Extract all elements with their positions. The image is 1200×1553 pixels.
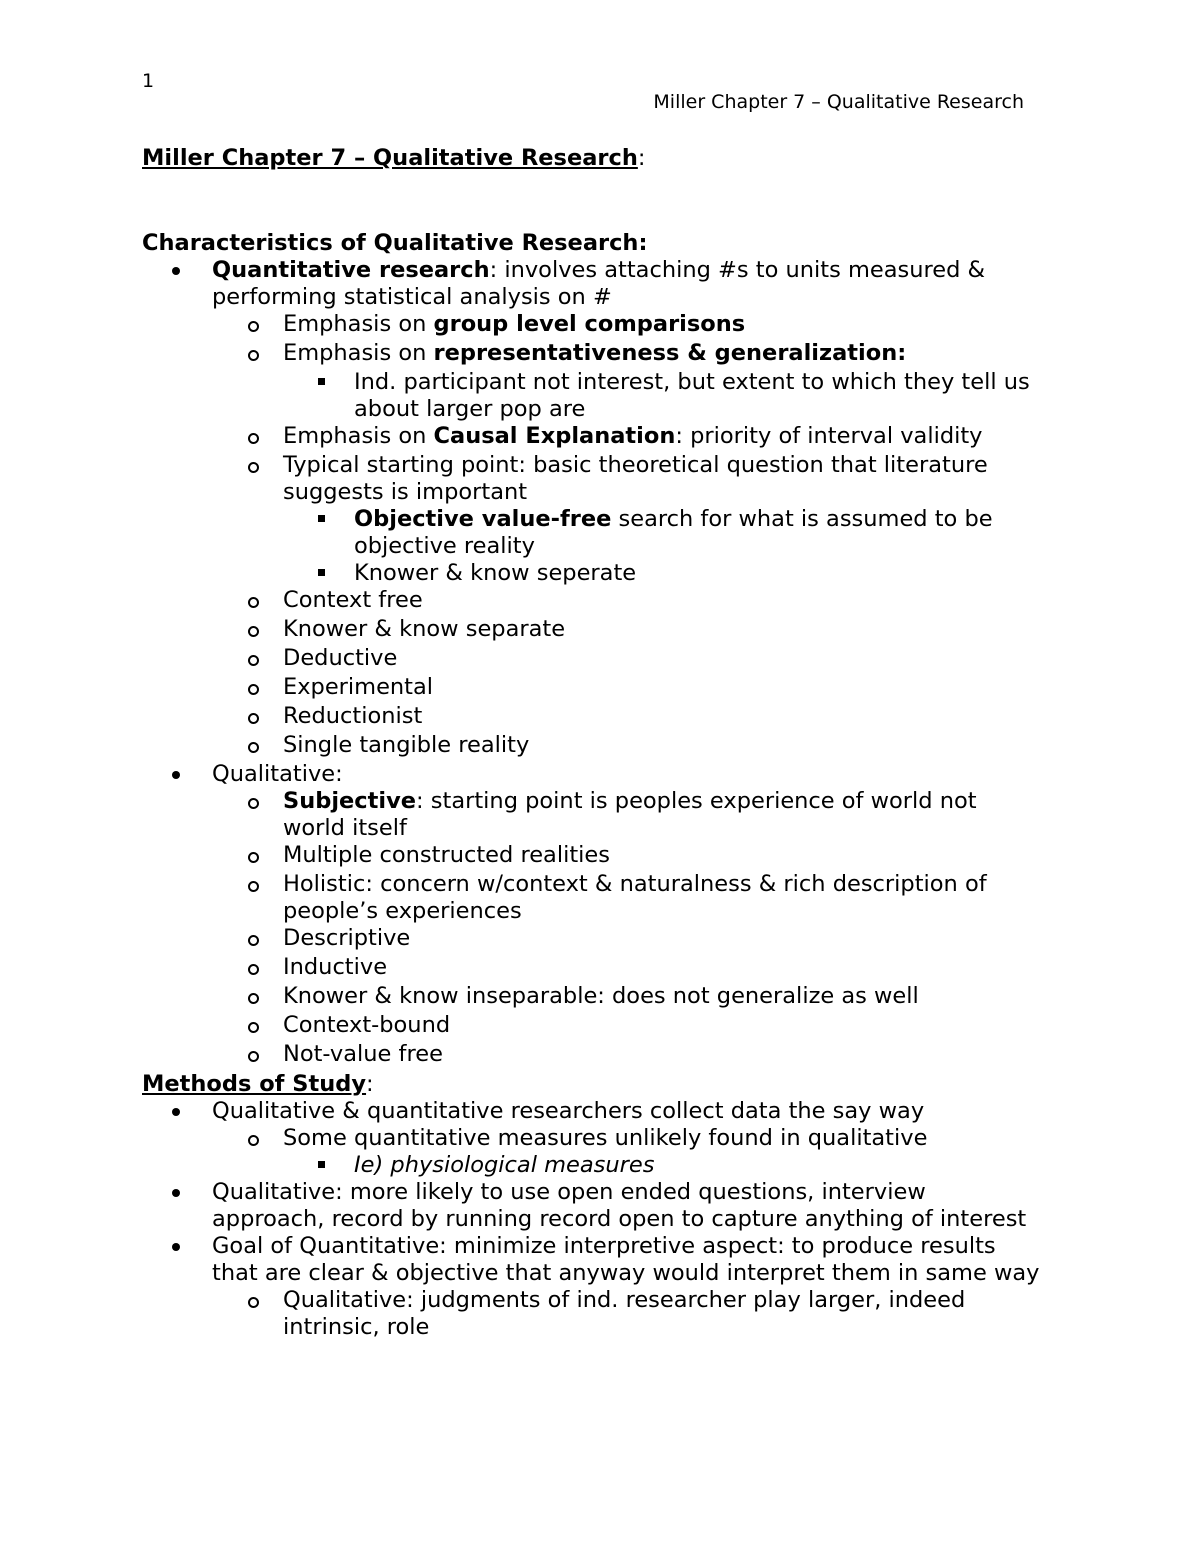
square-bullet-icon	[318, 515, 325, 522]
list-item: Quantitative research: involves attaching #s to units measured & performing statistical analysis on #	[142, 257, 1042, 311]
bullet-icon	[172, 267, 180, 275]
circle-bullet-icon	[248, 321, 259, 332]
circle-bullet-icon	[248, 881, 259, 892]
circle-bullet-icon	[248, 655, 259, 666]
list-item: Qualitative & quantitative researchers collect data the say way	[142, 1098, 1042, 1125]
circle-bullet-icon	[248, 852, 259, 863]
list-item: Typical starting point: basic theoretical question that literature suggests is important	[142, 452, 1042, 506]
page-number: 1	[142, 70, 155, 92]
circle-bullet-icon	[248, 433, 259, 444]
list-item: Emphasis on Causal Explanation: priority of interval validity	[142, 423, 1042, 450]
circle-bullet-icon	[248, 626, 259, 637]
square-bullet-icon	[318, 378, 325, 385]
list-item: Emphasis on group level comparisons	[142, 311, 1042, 338]
circle-bullet-icon	[248, 597, 259, 608]
list-item: Ind. participant not interest, but extent to which they tell us about larger pop are	[142, 369, 1042, 423]
circle-bullet-icon	[248, 1051, 259, 1062]
list-item: Qualitative: judgments of ind. researcher play larger, indeed intrinsic, role	[142, 1287, 1042, 1341]
list-item: Emphasis on representativeness & generalization:	[142, 340, 1042, 367]
bullet-icon	[172, 1243, 180, 1251]
list-item: Knower & know inseparable: does not generalize as well	[142, 983, 1042, 1010]
list-item: Goal of Quantitative: minimize interpretive aspect: to produce results that are clear & objective that anyway would interpret them in same way	[142, 1233, 1042, 1287]
circle-bullet-icon	[248, 713, 259, 724]
circle-bullet-icon	[248, 684, 259, 695]
circle-bullet-icon	[248, 964, 259, 975]
list-item: Some quantitative measures unlikely found in qualitative	[142, 1125, 1042, 1152]
list-item: Qualitative:	[142, 761, 1042, 788]
list-item: Not-value free	[142, 1041, 1042, 1068]
document-title: Miller Chapter 7 – Qualitative Research:	[142, 145, 646, 171]
circle-bullet-icon	[248, 1022, 259, 1033]
list-item: Inductive	[142, 954, 1042, 981]
section-heading-methods: Methods of Study:	[142, 1071, 374, 1097]
list-item: Single tangible reality	[142, 732, 1042, 759]
circle-bullet-icon	[248, 993, 259, 1004]
section-heading-characteristics: Characteristics of Qualitative Research:	[142, 230, 648, 256]
circle-bullet-icon	[248, 462, 259, 473]
list-item: Knower & know separate	[142, 616, 1042, 643]
bullet-icon	[172, 1189, 180, 1197]
list-item: Experimental	[142, 674, 1042, 701]
list-item: Reductionist	[142, 703, 1042, 730]
list-item: Objective value-free search for what is assumed to be objective reality	[142, 506, 1042, 560]
circle-bullet-icon	[248, 798, 259, 809]
list-item: Context free	[142, 587, 1042, 614]
circle-bullet-icon	[248, 350, 259, 361]
running-header: Miller Chapter 7 – Qualitative Research	[653, 91, 1024, 113]
square-bullet-icon	[318, 569, 325, 576]
bullet-icon	[172, 1108, 180, 1116]
list-item: Deductive	[142, 645, 1042, 672]
list-item: Descriptive	[142, 925, 1042, 952]
list-item: Ie) physiological measures	[142, 1152, 1042, 1179]
list-item: Holistic: concern w/context & naturalness & rich description of people’s experiences	[142, 871, 1042, 925]
list-item: Context-bound	[142, 1012, 1042, 1039]
circle-bullet-icon	[248, 1135, 259, 1146]
list-item: Subjective: starting point is peoples experience of world not world itself	[142, 788, 1042, 842]
circle-bullet-icon	[248, 935, 259, 946]
list-item: Qualitative: more likely to use open ended questions, interview approach, record by running record open to capture anything of interest	[142, 1179, 1042, 1233]
square-bullet-icon	[318, 1161, 325, 1168]
circle-bullet-icon	[248, 742, 259, 753]
bullet-icon	[172, 771, 180, 779]
list-item: Knower & know seperate	[142, 560, 1042, 587]
circle-bullet-icon	[248, 1297, 259, 1308]
document-body	[142, 143, 1042, 1341]
list-item: Multiple constructed realities	[142, 842, 1042, 869]
